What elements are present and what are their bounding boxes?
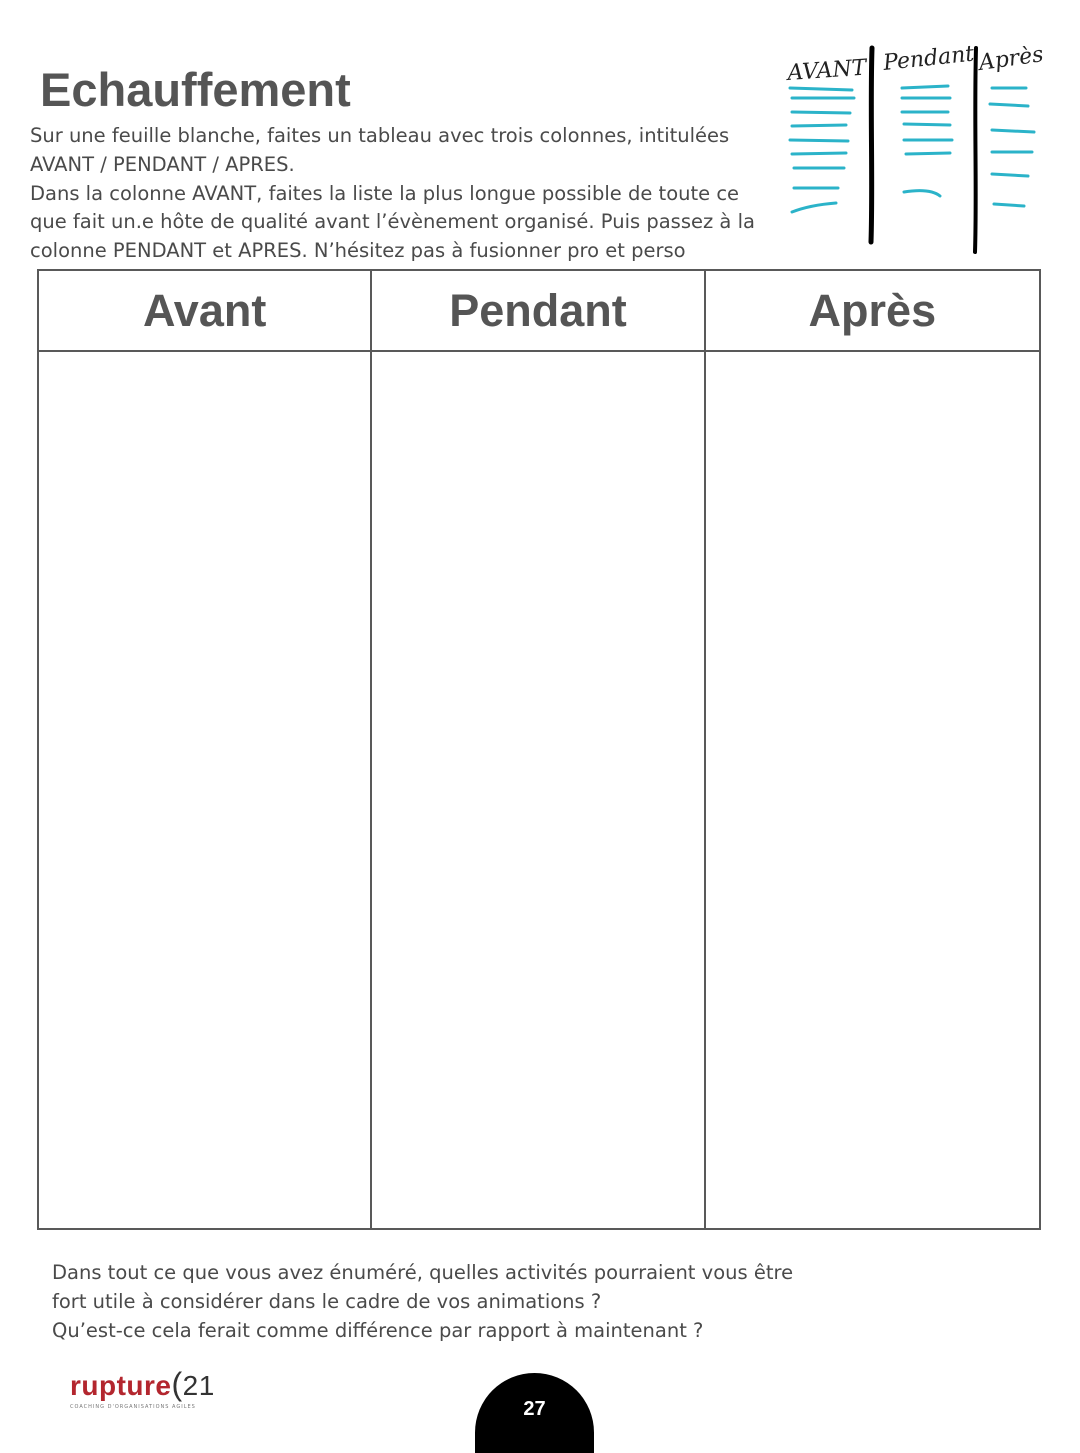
intro-line: AVANT / PENDANT / APRES. — [30, 152, 295, 176]
column-header-avant: Avant — [39, 271, 372, 352]
column-header-pendant: Pendant — [372, 271, 705, 352]
sketch-list-avant — [790, 88, 854, 212]
logo-tagline: COACHING D'ORGANISATIONS AGILES — [70, 1404, 196, 1410]
intro-line: colonne PENDANT et APRES. N’hésitez pas à fusionner pro et perso — [30, 239, 686, 263]
sketch-illustration — [780, 40, 1050, 260]
column-body-apres[interactable] — [706, 352, 1039, 1228]
page-title: Echauffement — [40, 63, 351, 116]
sketch-list-apres — [990, 88, 1034, 206]
outro-line: Dans tout ce que vous avez énuméré, quelles activités pourraient vous être — [52, 1261, 794, 1284]
column-body-avant[interactable] — [39, 352, 372, 1228]
reflection-questions — [52, 1259, 812, 1345]
intro-line: que fait un.e hôte de qualité avant l’évènement organisé. Puis passez à la — [30, 210, 755, 234]
sketch-divider — [975, 48, 976, 252]
worksheet-table — [37, 269, 1041, 1230]
intro-line: Sur une feuille blanche, faites un tableau avec trois colonnes, intitulées — [30, 124, 730, 147]
column-body-pendant[interactable] — [372, 352, 705, 1228]
logo-word: rupture — [70, 1370, 172, 1401]
logo-number: 21 — [182, 1370, 215, 1401]
logo-paren: ( — [171, 1366, 183, 1402]
intro-instructions — [30, 122, 770, 266]
intro-line: Dans la colonne AVANT, faites la liste la plus longue possible de toute ce — [30, 181, 740, 205]
rupture21-logo — [70, 1366, 215, 1410]
sketch-label-pendant: Pendant — [882, 41, 976, 76]
sketch-label-apres: Après — [977, 42, 1046, 76]
column-header-apres: Après — [706, 271, 1039, 352]
outro-line: Qu’est-ce cela ferait comme différence par rapport à maintenant ? — [52, 1318, 704, 1342]
outro-line: fort utile à considérer dans le cadre de vos animations ? — [52, 1289, 602, 1313]
logo-wordmark — [70, 1366, 215, 1403]
sketch-list-pendant — [902, 86, 952, 196]
sketch-label-avant: AVANT — [786, 55, 868, 86]
page-number: 27 — [475, 1373, 594, 1453]
sketch-divider — [871, 48, 872, 242]
